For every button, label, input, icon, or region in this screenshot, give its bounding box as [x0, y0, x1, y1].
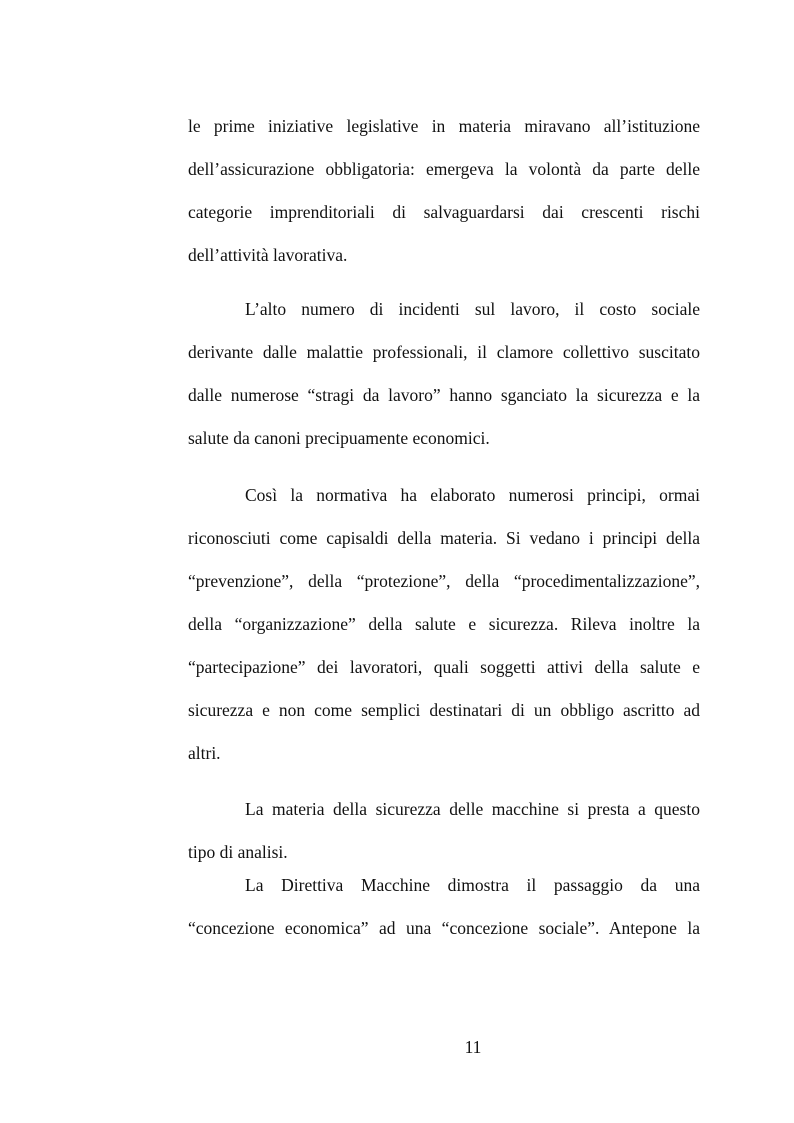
text-line: tipo di analisi.: [188, 842, 288, 862]
paragraph-5: [188, 864, 700, 950]
text-line: “prevenzione”, della “protezione”, della “procedimentalizzazione”,: [188, 571, 700, 591]
text-line: La Direttiva Macchine dimostra il passaggio da una: [245, 875, 700, 895]
text-line: dell’assicurazione obbligatoria: emergeva la volontà da parte delle: [188, 159, 700, 179]
text-line: “concezione economica” ad una “concezione sociale”. Antepone la: [188, 918, 700, 938]
text-line: riconosciuti come capisaldi della materia. Si vedano i principi della: [188, 528, 700, 548]
paragraph-3: [188, 474, 700, 775]
text-line: altri.: [188, 743, 221, 763]
text-line: derivante dalle malattie professionali, il clamore collettivo suscitato: [188, 342, 700, 362]
paragraph-2: [188, 288, 700, 460]
page-number: 11: [464, 1037, 482, 1057]
text-line: le prime iniziative legislative in materia miravano all’istituzione: [188, 116, 700, 136]
text-line: sicurezza e non come semplici destinatari di un obbligo ascritto ad: [188, 700, 700, 720]
text-line: dalle numerose “stragi da lavoro” hanno sganciato la sicurezza e la: [188, 385, 700, 405]
text-line: dell’attività lavorativa.: [188, 245, 348, 265]
text-line: Così la normativa ha elaborato numerosi principi, ormai: [245, 485, 700, 505]
paragraph-4: [188, 788, 700, 874]
text-line: salute da canoni precipuamente economici.: [188, 428, 490, 448]
text-line: della “organizzazione” della salute e sicurezza. Rileva inoltre la: [188, 614, 700, 634]
text-line: “partecipazione” dei lavoratori, quali soggetti attivi della salute e: [188, 657, 700, 677]
text-line: categorie imprenditoriali di salvaguardarsi dai crescenti rischi: [188, 202, 700, 222]
paragraph-1: [188, 105, 700, 277]
text-line: La materia della sicurezza delle macchine si presta a questo: [245, 799, 700, 819]
text-line: L’alto numero di incidenti sul lavoro, il costo sociale: [245, 299, 700, 319]
